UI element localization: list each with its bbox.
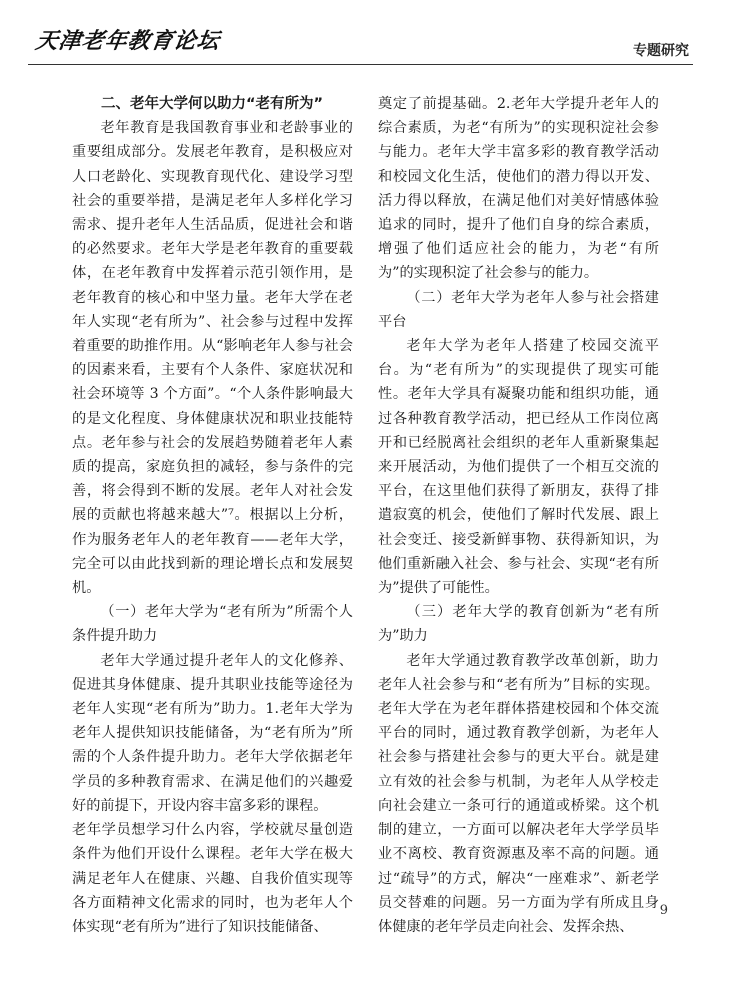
journal-brand: 天津老年教育论坛 [33,28,222,54]
paragraph: 老年大学通过提升老年人的文化修养、促进其身体健康、提升其职业技能等途径为老年人实现“老有所为”助力。1.老年大学为老年人提供知识技能储备，为“老有所为”所需的个人条件提升助力。老年大学依据老年学员的多种教育需求、在满足他们的兴趣爱好的前提下，开设内容丰富多彩的课程。 [72,652,353,814]
page-number: 9 [659,903,668,918]
left-column [72,92,353,939]
paragraph: 奠定了前提基础。2.老年大学提升老年人的综合素质，为老“有所为”的实现积淀社会参与能力。老年大学丰富多彩的教育教学活动和校园文化生活，使他们的潜力得以开发、活力得以释放，在满足他们对美好情感体验追求的同时，提升了他们自身的综合素质，增强了他们适应社会的能力，为老“有所为”的实现积淀了社会参与的能力。 [378,96,659,282]
paragraph: 老年大学为老年人搭建了校园交流平台。为“老有所为”的实现提供了现实可能性。老年大学具有凝聚功能和组织功能，通过各种教育教学活动，把已经从工作岗位离开和已经脱离社会组织的老年人重新聚集起来开展活动，为他们提供了一个相互交流的平台，在这里他们获得了新朋友，获得了排遣寂寞的机会，使他们了解时代发展、跟上社会变迁、接受新鲜事物、获得新知识，为他们重新融入社会、参与社会、实现“老有所为”提供了可能性。 [378,338,659,597]
subsection-heading: （一）老年大学为“老有所为”所需个人条件提升助力 [72,604,353,645]
subsection-heading: （三）老年大学的教育创新为“老有所为”助力 [378,604,659,645]
paragraph: 老年教育是我国教育事业和老龄事业的重要组成部分。发展老年教育，是积极应对人口老龄化、实现教育现代化、建设学习型社会的重要举措，是满足老年人多样化学习需求、提升老年人生活品质，促进社会和谐的必然要求。老年大学是老年教育的重要载体，在老年教育中发挥着示范引领作用，是老年教育的核心和中坚力量。老年大学在老年人实现“老有所为”、社会参与过程中发挥着重要的助推作用。从“影响老年人参与社会的因素来看，主要有个人条件、家庭状况和社会环境等 3 个方面”。“个人条件影响最大的是文化程度、身体健康状况和职业技能特点。老年参与社会的发展趋势随着老年人素质的提高，家庭负担的减轻，参与条件的完善，将会得到不断的发展。老年人对社会发展的贡献也将越来越大”⁷。根据以上分析，作为服务老年人的老年教育——老年大学，完全可以由此找到新的理论增长点和发展契机。 [72,120,353,597]
paragraph: 老年学员想学习什么内容，学校就尽量创造条件为他们开设什么课程。老年大学在极大满足老年人在健康、兴趣、自我价值实现等各方面精神文化需求的同时，也为老年人个体实现“老有所为”进行了知识技能储备、 [72,822,353,935]
section-label: 专题研究 [633,43,689,59]
subsection-heading: （二）老年大学为老年人参与社会搭建平台 [378,289,659,330]
paragraph: 老年大学通过教育教学改革创新，助力老年人社会参与和“老有所为”目标的实现。老年大学在为老年群体搭建校园和个体交流平台的同时，通过教育教学创新，为老年人社会参与搭建社会参与的更大平台。就是建立有效的社会参与机制，为老年人从学校走向社会建立一条可行的通道或桥梁。这个机制的建立，一方面可以解决老年大学学员毕业不离校、教育资源惠及率不高的问题。通过“疏导”的方式，解决“一座难求”、新老学员交替难的问题。另一方面为学有所成且身体健康的老年学员走向社会、发挥余热、 [378,652,659,935]
right-column [378,92,659,939]
section-heading: 二、老年大学何以助力“老有所为” [101,96,324,112]
page-header [28,18,693,65]
